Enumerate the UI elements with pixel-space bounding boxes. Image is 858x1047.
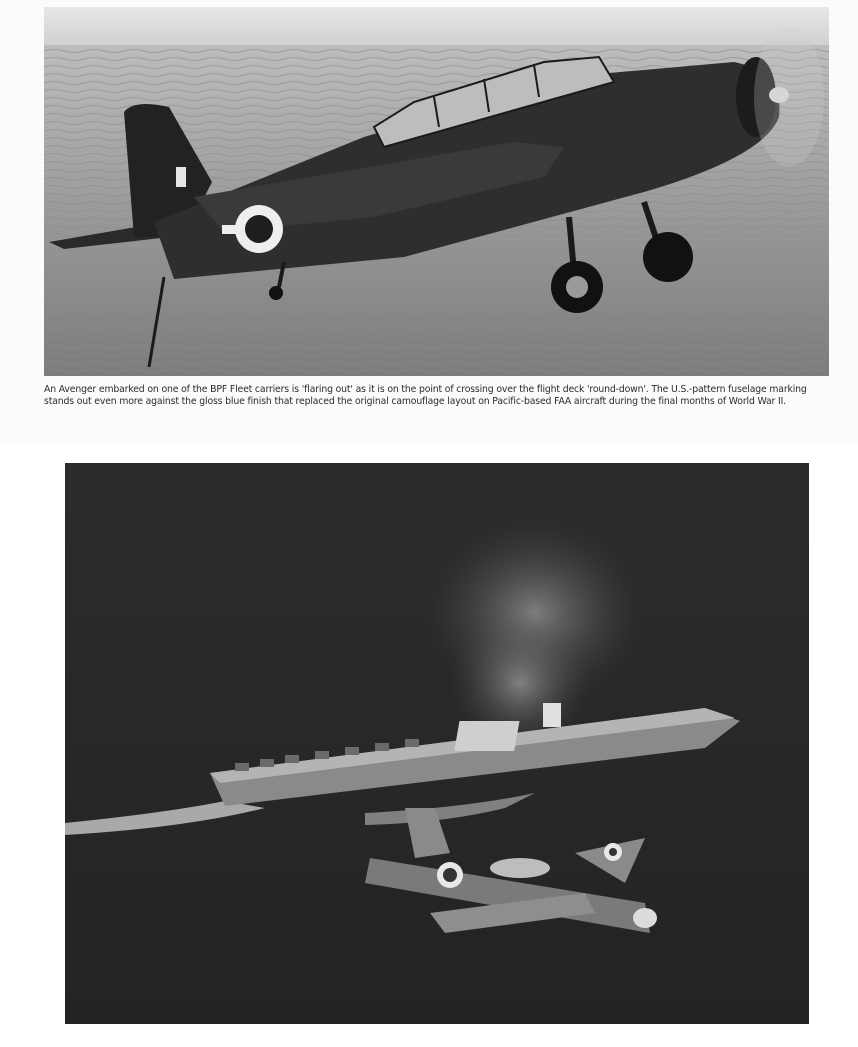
avenger-landing-illustration	[44, 7, 829, 376]
carrier-aerial-illustration	[65, 463, 809, 1024]
photo-caption: An Avenger embarked on one of the BPF Fleet carriers is 'flaring out' as it is on the point of crossing over the flight deck 'round-down'. The U.S.-pattern fuselage marking stands out even more against the gloss blue finish that replaced the original camouflage layout on Pacific-based FAA aircraft during the final months of World War II.	[44, 384, 807, 407]
carrier-aerial-photo	[65, 463, 809, 1024]
avenger-landing-photo	[44, 7, 829, 376]
